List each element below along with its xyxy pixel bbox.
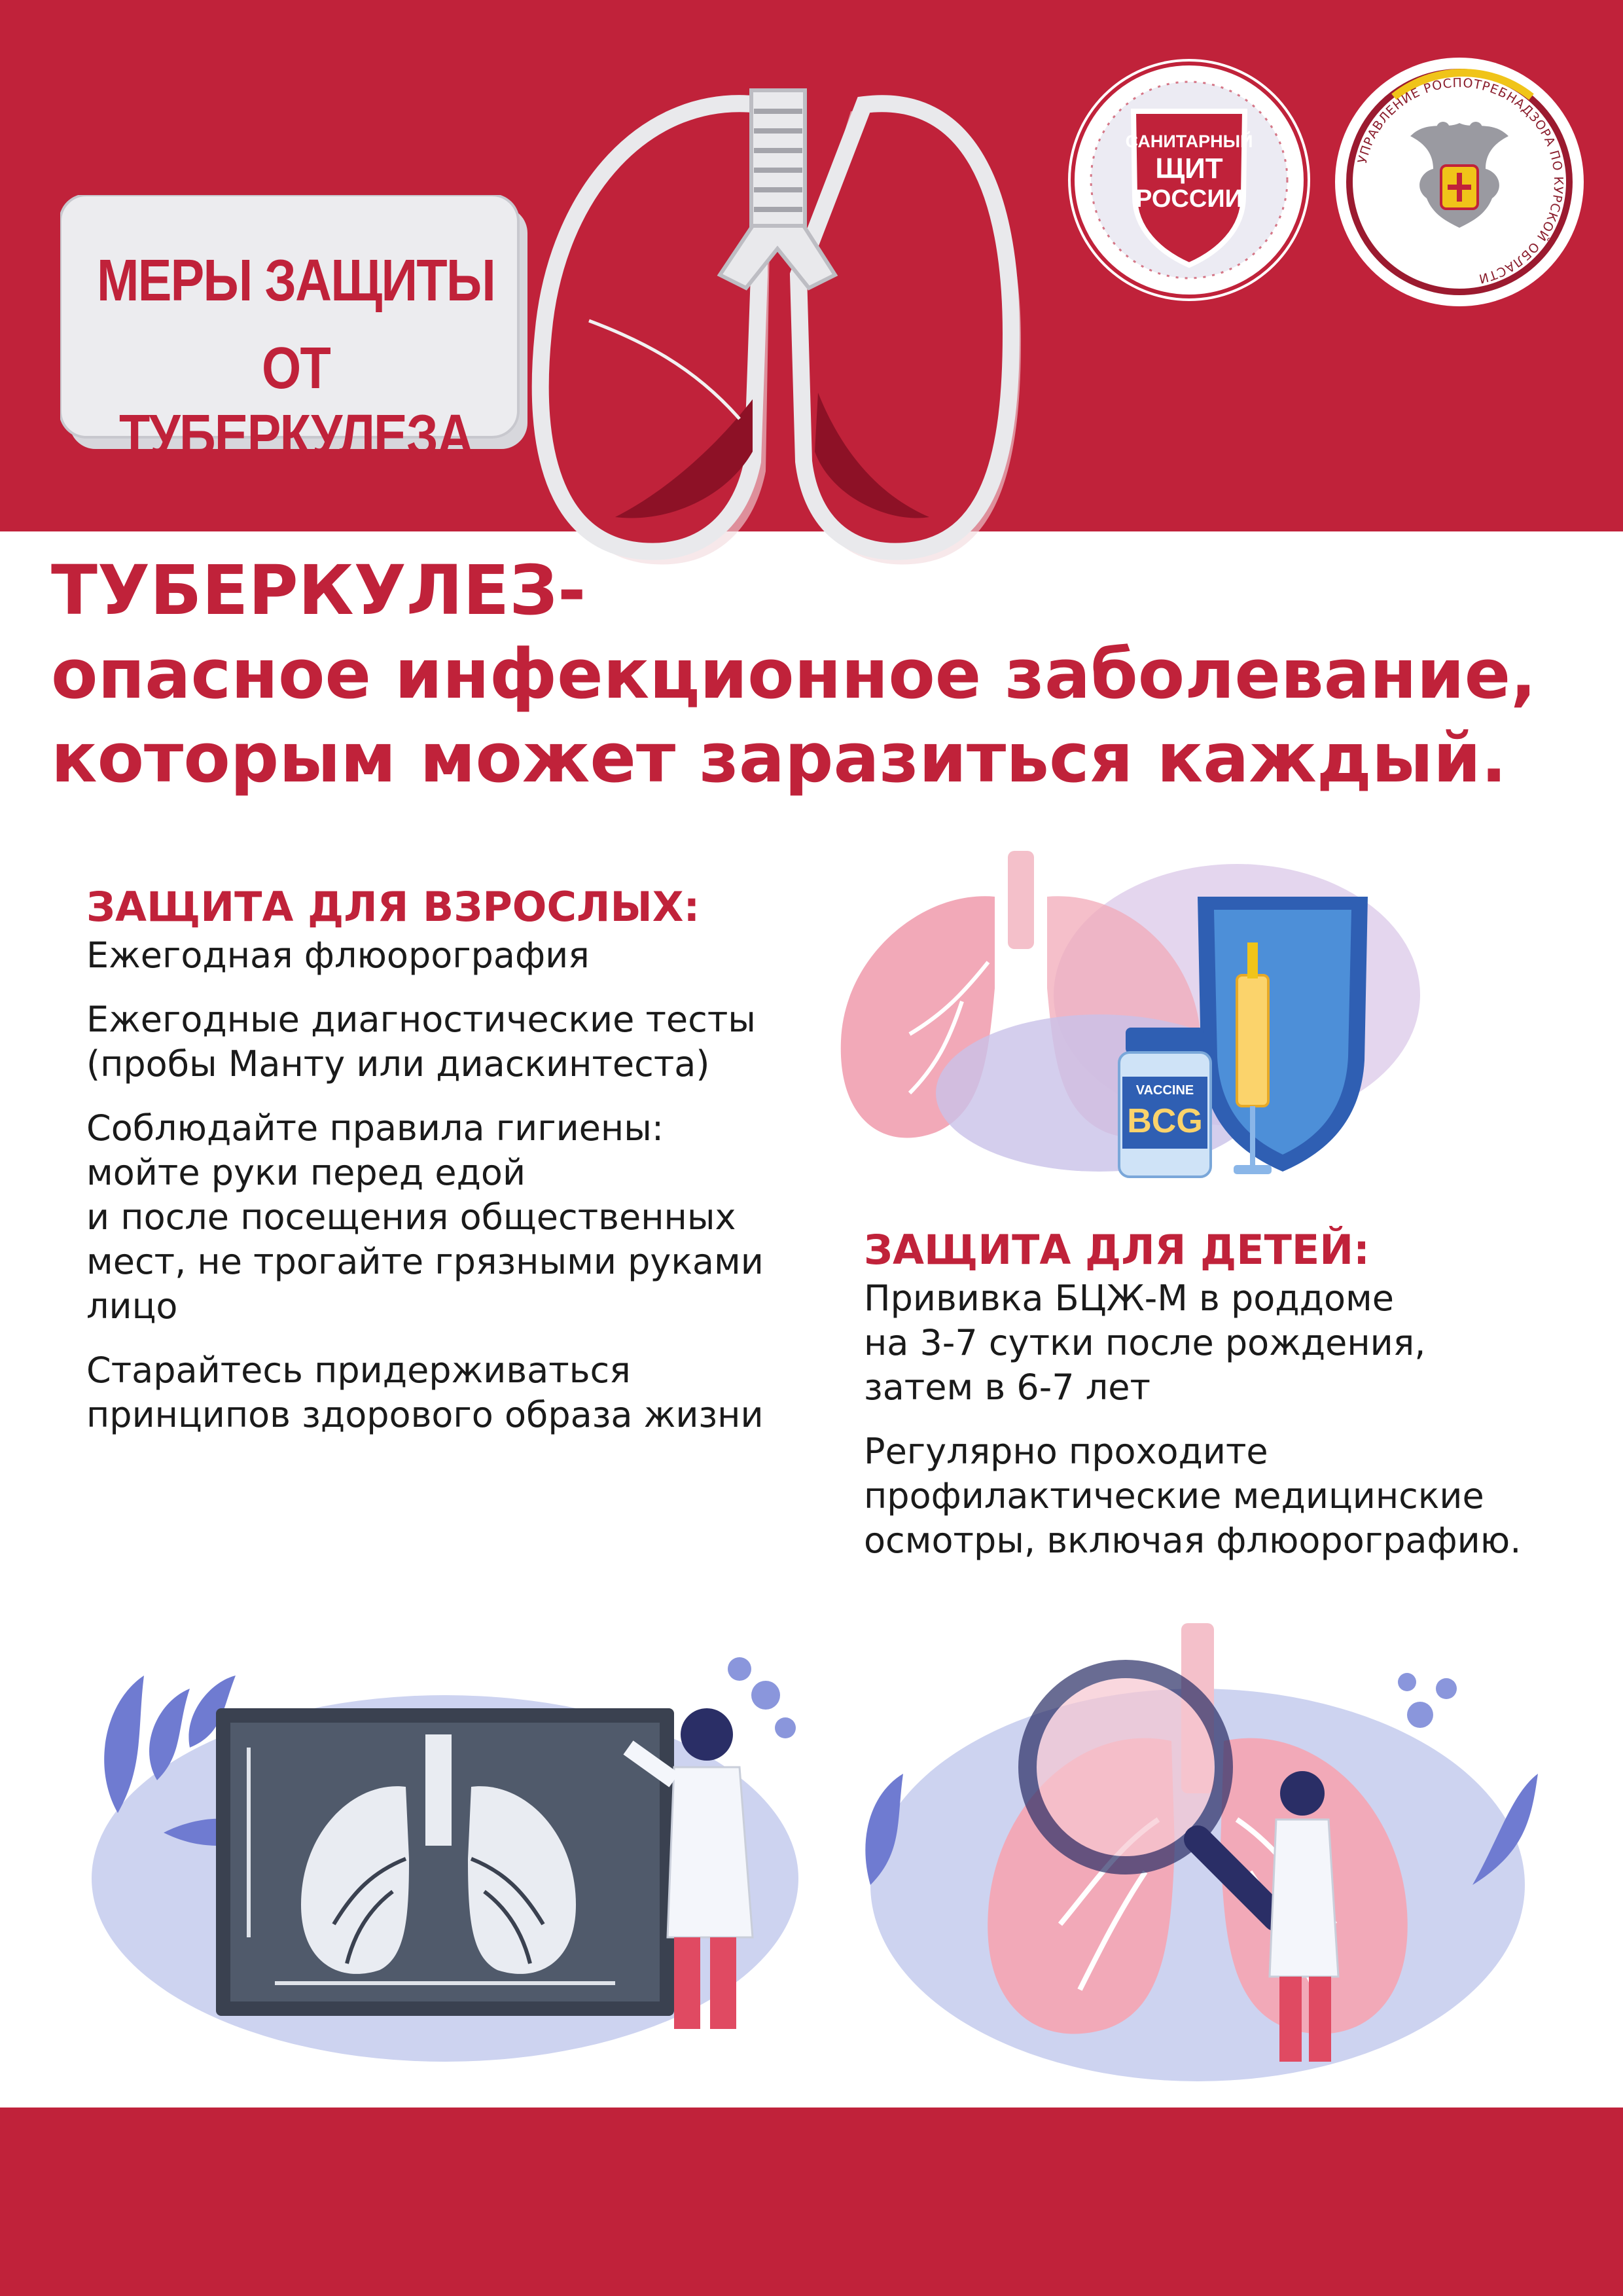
berry-branch-icon (728, 1657, 796, 1738)
berry-branch-icon (1398, 1673, 1457, 1728)
shield-text-1: САНИТАРНЫЙ (1125, 132, 1253, 151)
vaccine-label: VACCINE (1135, 1083, 1194, 1098)
children-protection-section (864, 1224, 1584, 1583)
vaccine-name: BCG (1127, 1102, 1203, 1140)
shield-text-2: ЩИТ (1155, 152, 1223, 185)
headline-line-1: ТУБЕРКУЛЕЗ- (51, 550, 586, 630)
rospotrebnadzor-logo (1335, 58, 1584, 306)
adults-item: Соблюдайте правила гигиены: мойте руки перед едой и после посещения общественных мест, не трогайте грязными руками лицо (86, 1107, 764, 1327)
footer-band (0, 2108, 1623, 2296)
children-item: Регулярно проходите профилактические медицинские осмотры, включая флюорографию. (864, 1431, 1522, 1561)
adults-item: Ежегодная флюорография (86, 935, 590, 976)
headline (51, 548, 1596, 800)
children-item: Прививка БЦЖ-М в роддоме на 3-7 сутки после рождения, затем в 6-7 лет (864, 1278, 1426, 1408)
adults-protection-section (86, 881, 806, 1457)
adults-item: Старайтесь придерживаться принципов здорового образа жизни (86, 1350, 764, 1435)
magnifier-doctor-illustration (844, 1610, 1551, 2081)
lungs-outline-icon (541, 90, 1021, 564)
xray-screen-icon (216, 1708, 674, 2016)
vaccine-shield-illustration (831, 844, 1433, 1198)
xray-doctor-illustration (79, 1597, 812, 2068)
adults-item: Ежегодные диагностические тесты (пробы Манту или диаскинтеста) (86, 999, 756, 1085)
shield-text-3: РОССИИ (1135, 185, 1243, 213)
rpn-ring-text: УПРАВЛЕНИЕ РОСПОТРЕБНАДЗОРА ПО КУРСКОЙ ОБЛАСТИ (1355, 75, 1566, 286)
adults-section-title: ЗАЩИТА ДЛЯ ВЗРОСЛЫХ: (86, 883, 700, 931)
poster-title-line-2: ОТ ТУБЕРКУЛЕЗА (118, 336, 473, 469)
headline-line-2: опасное инфекционное заболевание, (51, 634, 1537, 714)
title-plate (60, 195, 531, 469)
vaccine-vial-icon (1119, 1028, 1211, 1177)
poster-title-line-1: МЕРЫ ЗАЩИТЫ (96, 248, 495, 314)
headline-line-3: которым может заразиться каждый. (51, 718, 1507, 798)
sanitary-shield-logo (1068, 59, 1310, 301)
children-section-title: ЗАЩИТА ДЛЯ ДЕТЕЙ: (864, 1226, 1370, 1274)
